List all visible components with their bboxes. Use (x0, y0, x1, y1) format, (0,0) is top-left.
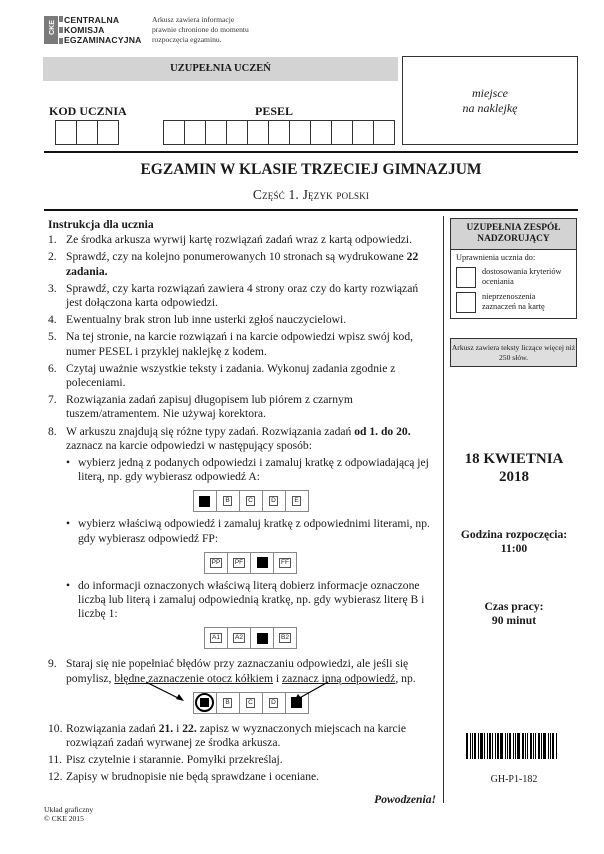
instructions (44, 218, 436, 807)
barcode-bar (541, 733, 542, 759)
digit-box[interactable] (352, 120, 374, 145)
filled-square-icon (257, 557, 268, 568)
barcode-bar (533, 733, 534, 759)
barcode-bar (517, 733, 520, 759)
digit-box[interactable] (184, 120, 206, 145)
barcode-bar (515, 733, 516, 759)
answer-letter: D (271, 497, 276, 505)
word-count-note: Arkusz zawiera teksty liczące więcej niż 250 słów. (450, 338, 577, 367)
barcode-bar (552, 733, 554, 759)
answer-letter: FF (281, 558, 289, 566)
good-luck-text: Powodzenia! (374, 792, 436, 806)
instruction-item: 11. Pisz czytelnie i starannie. Pomyłki przekreślaj. (48, 753, 283, 767)
exam-part-subtitle: Część 1. Język polski (252, 187, 370, 202)
exam-date: 18 KWIETNIA 2018 (464, 451, 564, 485)
instruction-item: 4. Ewentualny brak stron lub inne usterki zgłoś nauczycielowi. (48, 313, 347, 327)
sticker-placeholder: miejsce na naklejkę (402, 56, 578, 145)
answer-letter: C (248, 698, 253, 706)
answer-letter: PF (234, 558, 244, 566)
answer-letter: D (271, 698, 276, 706)
answer-cell (193, 490, 217, 512)
answer-letter: A2 (235, 634, 243, 642)
barcode-bar (550, 733, 551, 759)
instruction-item: 8. W arkuszu znajdują się różne typy zadań. Rozwiązania zadań od 1. do 20. zaznacz na karcie odpowiedzi w następujący sposób: • wybierz jedną z podanych odpowiedzi i zamaluj kratkę z odpowiadającą jej literą, np. gdy wybierasz odpowiedź A: B C D E • wybierz właściwą odpowiedź i zamaluj kratkę z odpowiednimi literami, np. gdy wybierasz odpowiedź FP: PP PF FF • do informacji oznaczonych właściwą literą dobierz informacje oznaczone liczbą lub literą i zamaluj odpowiednią kratkę, np. gdy wybierasz literę B i liczbę 1: A1 A2 B2 (44, 425, 436, 655)
pesel-label: PESEL (255, 104, 294, 118)
answer-cell (216, 490, 240, 512)
exam-title: EGZAMIN W KLASIE TRZECIEJ GIMNAZJUM (140, 161, 482, 178)
start-time: Godzina rozpoczęcia: 11:00 (460, 528, 568, 555)
barcode-bar (507, 733, 508, 759)
barcode-bar (472, 733, 473, 759)
divider (44, 151, 578, 153)
answer-cell (250, 627, 274, 649)
checkbox-box[interactable] (456, 292, 476, 313)
cke-logo-bars-icon (59, 16, 63, 44)
example-correction (66, 692, 436, 714)
answer-letter: B (225, 698, 230, 706)
barcode-bar (466, 733, 468, 759)
answer-letter: B2 (281, 634, 289, 642)
barcode-bar (513, 733, 514, 759)
instruction-item: 6. Czytaj uważnie wszystkie teksty i zadania. Wykonuj zadania zgodnie z poleceniami. (48, 361, 396, 390)
answer-cell (204, 627, 228, 649)
divider (44, 209, 578, 211)
answer-letter: B (225, 497, 230, 505)
barcode-bar (474, 733, 476, 759)
example-answer-abcde (66, 490, 436, 512)
answer-cell (285, 490, 309, 512)
digit-box[interactable] (226, 120, 248, 145)
instruction-item: 5. Na tej stronie, na karcie rozwiązań i na karcie odpowiedzi wpisz swój kod, numer PESEL i przyklej naklejkę z kodem. (48, 330, 414, 358)
instruction-item: 3. Sprawdź, czy karta rozwiązań zawiera 4 strony oraz czy do karty rozwiązań jest dołączona karta odpowiedzi. (48, 281, 419, 310)
filled-square-icon (257, 633, 268, 644)
barcode-bar (495, 733, 496, 759)
student-code-label: KOD UCZNIA (49, 104, 127, 118)
bullet-item: • wybierz właściwą odpowiedź i zamaluj kratkę z odpowiednimi literami, np. gdy wybierasz odpowiedź FP: (66, 517, 430, 545)
digit-box[interactable] (97, 120, 119, 145)
barcode-bar (535, 733, 536, 759)
checkbox-box[interactable] (456, 267, 476, 288)
bullet-icon: • (66, 578, 71, 592)
exam-code: GH-P1-182 (490, 774, 538, 785)
digit-box[interactable] (331, 120, 353, 145)
digit-box[interactable] (247, 120, 269, 145)
checkbox-nieprzenoszenia[interactable]: nieprzenoszenia zaznaczeń na kartę (456, 292, 571, 313)
instruction-item: 9. Staraj się nie popełniać błędów przy zaznaczaniu odpowiedzi, ale jeśli się pomylisz, błędne zaznaczenie otocz kółkiem i zaznacz inną odpowiedź, np. B C D (44, 657, 436, 718)
example-answer-matching (66, 627, 436, 649)
instruction-item: 10. Rozwiązania zadań 21. i 22. zapisz w wyznaczonych miejscach na karcie rozwiązań zadań wyrwanej ze środka arkusza. (48, 721, 406, 750)
barcode-bar (522, 733, 524, 759)
answer-cell (204, 552, 228, 574)
digit-box[interactable] (289, 120, 311, 145)
arrow-icons (126, 682, 346, 712)
arrow-right-icon (296, 682, 328, 700)
barcode-icon (466, 733, 566, 759)
digit-box[interactable] (205, 120, 227, 145)
student-code-boxes[interactable] (56, 120, 119, 145)
cke-logo-icon: CKE (44, 16, 58, 44)
answer-letter: C (248, 497, 253, 505)
digit-box[interactable] (55, 120, 77, 145)
filled-square-icon (199, 496, 210, 507)
barcode-bar (556, 733, 557, 759)
answer-cell (262, 490, 286, 512)
footer: Układ graficzny © CKE 2015 (44, 805, 94, 823)
barcode-bar (505, 733, 506, 759)
digit-box[interactable] (373, 120, 395, 145)
barcode-bar (500, 733, 503, 759)
column-divider (443, 216, 444, 803)
instruction-item: 1. Ze środka arkusza wyrwij kartę rozwiązań zadań wraz z kartą odpowiedzi. (48, 233, 413, 247)
pesel-boxes[interactable] (164, 120, 395, 145)
bullet-item: • wybierz jedną z podanych odpowiedzi i zamaluj kratkę z odpowiadającą jej literą, np. gdy wybierasz odpowiedź A: (66, 456, 429, 484)
barcode-bar (487, 733, 488, 759)
instruction-item: 12. Zapisy w brudnopisie nie będą sprawdzane i oceniane. (48, 770, 320, 784)
answer-letter: E (294, 497, 299, 505)
barcode-bar (480, 733, 483, 759)
answer-letter: PP (211, 558, 221, 566)
student-fill-bar: UZUPEŁNIA UCZEŃ (43, 57, 398, 81)
answer-cell (273, 552, 297, 574)
barcode-bar (489, 733, 491, 759)
answer-cell (273, 627, 297, 649)
example-answer-pf (66, 552, 436, 574)
barcode-bar (478, 733, 479, 759)
barcode-bar (525, 733, 526, 759)
barcode-bar (530, 733, 532, 759)
bullet-icon: • (66, 456, 71, 470)
logo-text: CENTRALNA KOMISJA EGZAMINACYJNA (64, 15, 142, 45)
bullet-icon: • (66, 517, 71, 531)
barcode-bar (492, 733, 493, 759)
digit-box[interactable] (310, 120, 332, 145)
supervisor-panel: UZUPEŁNIA ZESPÓŁ NADZORUJĄCY Uprawnienia ucznia do: dostosowania kryteriów oceniania nieprzenoszenia zaznaczeń na kartę (450, 218, 577, 319)
answer-cell (250, 552, 274, 574)
answer-cell (227, 552, 251, 574)
instruction-item: 7. Rozwiązania zadań zapisuj długopisem lub piórem z czarnym tuszem/atramentem. Nie używaj korektora. (48, 393, 353, 421)
confidential-notice: Arkusz zawiera informacje prawnie chronione do momentu rozpoczęcia egzaminu. (152, 15, 249, 44)
answer-cell (239, 490, 263, 512)
answer-letter: A1 (212, 634, 220, 642)
checkbox-dostosowania[interactable]: dostosowania kryteriów oceniania (456, 267, 571, 288)
instructions-heading: Instrukcja dla ucznia (48, 218, 154, 231)
barcode-bar (484, 733, 485, 759)
barcode-bar (548, 733, 549, 759)
bullet-item: • do informacji oznaczonych właściwą literą dobierz informacje oznaczone liczbą lub literą i zamaluj odpowiednią kratkę, np. gdy wybierasz literę B i liczbę 1: (66, 578, 425, 621)
answer-cell (227, 627, 251, 649)
digit-box[interactable] (76, 120, 98, 145)
instruction-item: 2. Sprawdź, czy na kolejno ponumerowanych 10 stronach są wydrukowane 22 zadania. (48, 250, 419, 278)
digit-box[interactable] (268, 120, 290, 145)
arrow-left-icon (146, 682, 182, 700)
barcode-bar (538, 733, 540, 759)
barcode-bar (543, 733, 546, 759)
digit-box[interactable] (163, 120, 185, 145)
barcode-bar (497, 733, 499, 759)
barcode-bar (470, 733, 471, 759)
barcode-bar (509, 733, 511, 759)
duration: Czas pracy: 90 minut (484, 600, 544, 627)
barcode-bar (527, 733, 528, 759)
